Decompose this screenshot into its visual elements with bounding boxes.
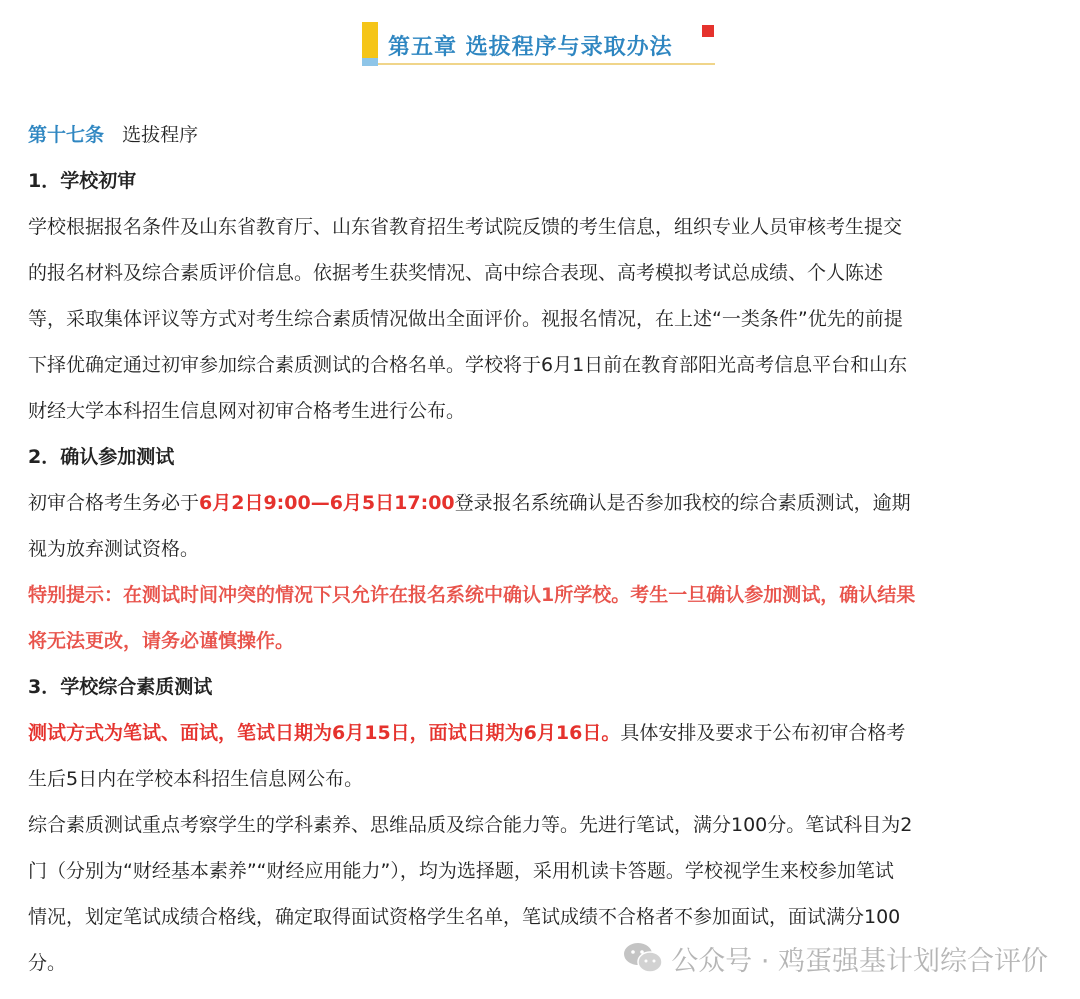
paragraph-line <box>28 480 1058 526</box>
paragraph-line: 等，采取集体评议等方式对考生综合素质情况做出全面评价。视报名情况，在上述“一类条件”优先的前提 <box>28 308 903 330</box>
text-run: 初审合格考生务必于 <box>28 492 200 514</box>
paragraph-line: 视为放弃测试资格。 <box>28 538 200 560</box>
paragraph-line: 门（分别为“财经基本素养”“财经应用能力”），均为选择题，采用机读卡答题。学校视学生来校参加笔试 <box>28 860 894 882</box>
header-underline <box>378 63 715 65</box>
red-square-decoration <box>702 25 714 37</box>
yellow-bar <box>362 22 378 58</box>
paragraph-line: 下择优确定通过初审参加综合素质测试的合格名单。学校将于6月1日前在教育部阳光高考信息平台和山东 <box>28 354 908 376</box>
article-title: 选拔程序 <box>122 124 199 146</box>
section-title-1: 1．学校初审 <box>28 170 137 192</box>
paragraph-line: 财经大学本科招生信息网对初审合格考生进行公布。 <box>28 400 466 422</box>
article-number: 第十七条 <box>28 124 105 146</box>
blue-bar <box>362 58 378 66</box>
paragraph-line: 分。 <box>28 952 67 974</box>
article-spacer <box>110 124 122 146</box>
chapter-title: 第五章 选拔程序与录取办法 <box>388 35 673 60</box>
text-run: 具体安排及要求于公布初审合格考 <box>620 722 906 744</box>
paragraph-line: 综合素质测试重点考察学生的学科素养、思维品质及综合能力等。先进行笔试，满分100分。笔试科目为2 <box>28 814 913 836</box>
highlight-test-dates: 测试方式为笔试、面试，笔试日期为6月15日，面试日期为6月16日。 <box>28 722 621 744</box>
paragraph-line <box>28 710 1058 756</box>
wechat-icon <box>623 941 663 975</box>
paragraph-line: 的报名材料及综合素质评价信息。依据考生获奖情况、高中综合表现、高考模拟考试总成绩、个人陈述 <box>28 262 884 284</box>
section-title-2: 2．确认参加测试 <box>28 446 175 468</box>
paragraph-line: 情况，划定笔试成绩合格线，确定取得面试资格学生名单，笔试成绩不合格者不参加面试，面试满分100 <box>28 906 901 928</box>
article-heading <box>28 112 1058 158</box>
watermark-text: 公众号 · 鸡蛋强基计划综合评价 <box>671 945 1048 977</box>
highlight-date-range: 6月2日9:00—6月5日17:00 <box>199 492 455 514</box>
text-run: 登录报名系统确认是否参加我校的综合素质测试，逾期 <box>454 492 911 514</box>
paragraph-line: 学校根据报名条件及山东省教育厅、山东省教育招生考试院反馈的考生信息，组织专业人员审核考生提交 <box>28 216 903 238</box>
watermark <box>623 938 1048 978</box>
paragraph-line: 生后5日内在学校本科招生信息网公布。 <box>28 768 364 790</box>
chapter-header <box>362 22 715 66</box>
special-notice-line: 特别提示：在测试时间冲突的情况下只允许在报名系统中确认1所学校。考生一旦确认参加测试，确认结果 <box>28 584 916 606</box>
special-notice-line: 将无法更改，请务必谨慎操作。 <box>28 630 295 652</box>
document-body <box>28 112 1058 986</box>
section-title-3: 3．学校综合素质测试 <box>28 676 213 698</box>
